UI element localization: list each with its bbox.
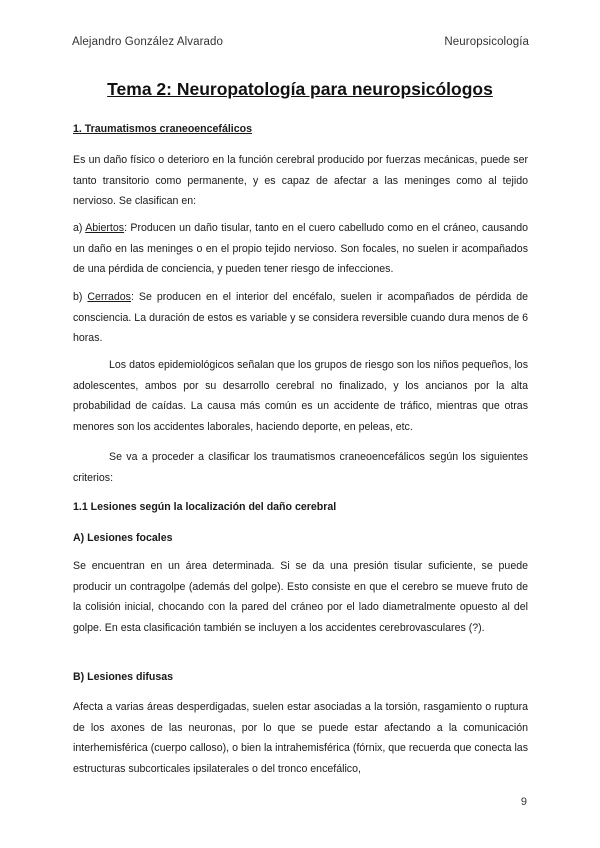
- heading-lesiones-focales: A) Lesiones focales: [73, 532, 173, 544]
- subsection-heading-localizacion: 1.1 Lesiones según la localización del daño cerebral: [73, 501, 337, 513]
- focal-paragraph: Se encuentran en un área determinada. Si se da una presión tisular suficiente, se puede producir un contragolpe (además del golpe). Esto consiste en que el cerebro se mueve fruto de la colisión inicial, chocando con la pared del cráneo por el lado diametralmente opuesto al del golpe. En esta clasificación también se incluyen a los accidentes cerebrovasculares (?).: [73, 560, 528, 634]
- item-cerrados: [73, 287, 528, 349]
- item-b-prefix: b): [73, 291, 88, 303]
- page-title: Tema 2: Neuropatología para neuropsicólogos: [107, 79, 493, 99]
- item-b-text: : Se producen en el interior del encéfalo, suelen ir acompañados de pérdida de consciencia. La duración de estos es variable y se considera reversible cuando dura menos de 6 horas.: [73, 291, 528, 345]
- classify-paragraph: Se va a proceder a clasificar los traumatismos craneoencefálicos según los siguientes criterios:: [73, 451, 528, 484]
- heading-lesiones-difusas: B) Lesiones difusas: [73, 671, 174, 683]
- page-number: 9: [520, 796, 527, 808]
- item-abiertos: [73, 218, 528, 280]
- term-abiertos: Abiertos: [85, 222, 125, 234]
- item-a-text: : Producen un daño tisular, tanto en el cuero cabelludo como en el cráneo, causando un daño en las meninges o en el propio tejido nervioso. Son focales, no suelen ir acompañados de una pérdida de conciencia, y pueden tener riesgo de infecciones.: [73, 222, 529, 276]
- header-subject: Neuropsicología: [444, 36, 529, 48]
- diffuse-paragraph: Afecta a varias áreas desperdigadas, suelen estar asociadas a la torsión, rasgamiento o ruptura de los axones de las neuronas, por lo que se puede estar afectando a la comunicación interhemisférica (cuerpo calloso), o bien la intrahemisférica (fórnix, que recuerda que conecta las estructuras subcorticales ipsilaterales o del tronco encefálico,: [73, 701, 528, 775]
- epidemiology-paragraph: Los datos epidemiológicos señalan que los grupos de riesgo son los niños pequeños, los adolescentes, ambos por su desarrollo cerebral no finalizado, y los ancianos por la alta probabilidad de caídas. La causa más común es un accidente de tráfico, mientras que otras menores son los accidentes laborales, haciendo deporte, en peleas, etc.: [73, 359, 528, 433]
- item-a-prefix: a): [73, 222, 86, 234]
- term-cerrados: Cerrados: [87, 291, 131, 303]
- section-heading-traumatismos: 1. Traumatismos craneoencefálicos: [73, 123, 252, 135]
- intro-paragraph: Es un daño físico o deterioro en la función cerebral producido por fuerzas mecánicas, puede ser tanto transitorio como permanente, y es capaz de afectar a las meninges como al tejido nervioso. Se clasifican en:: [73, 154, 528, 208]
- header-author: Alejandro González Alvarado: [72, 36, 224, 48]
